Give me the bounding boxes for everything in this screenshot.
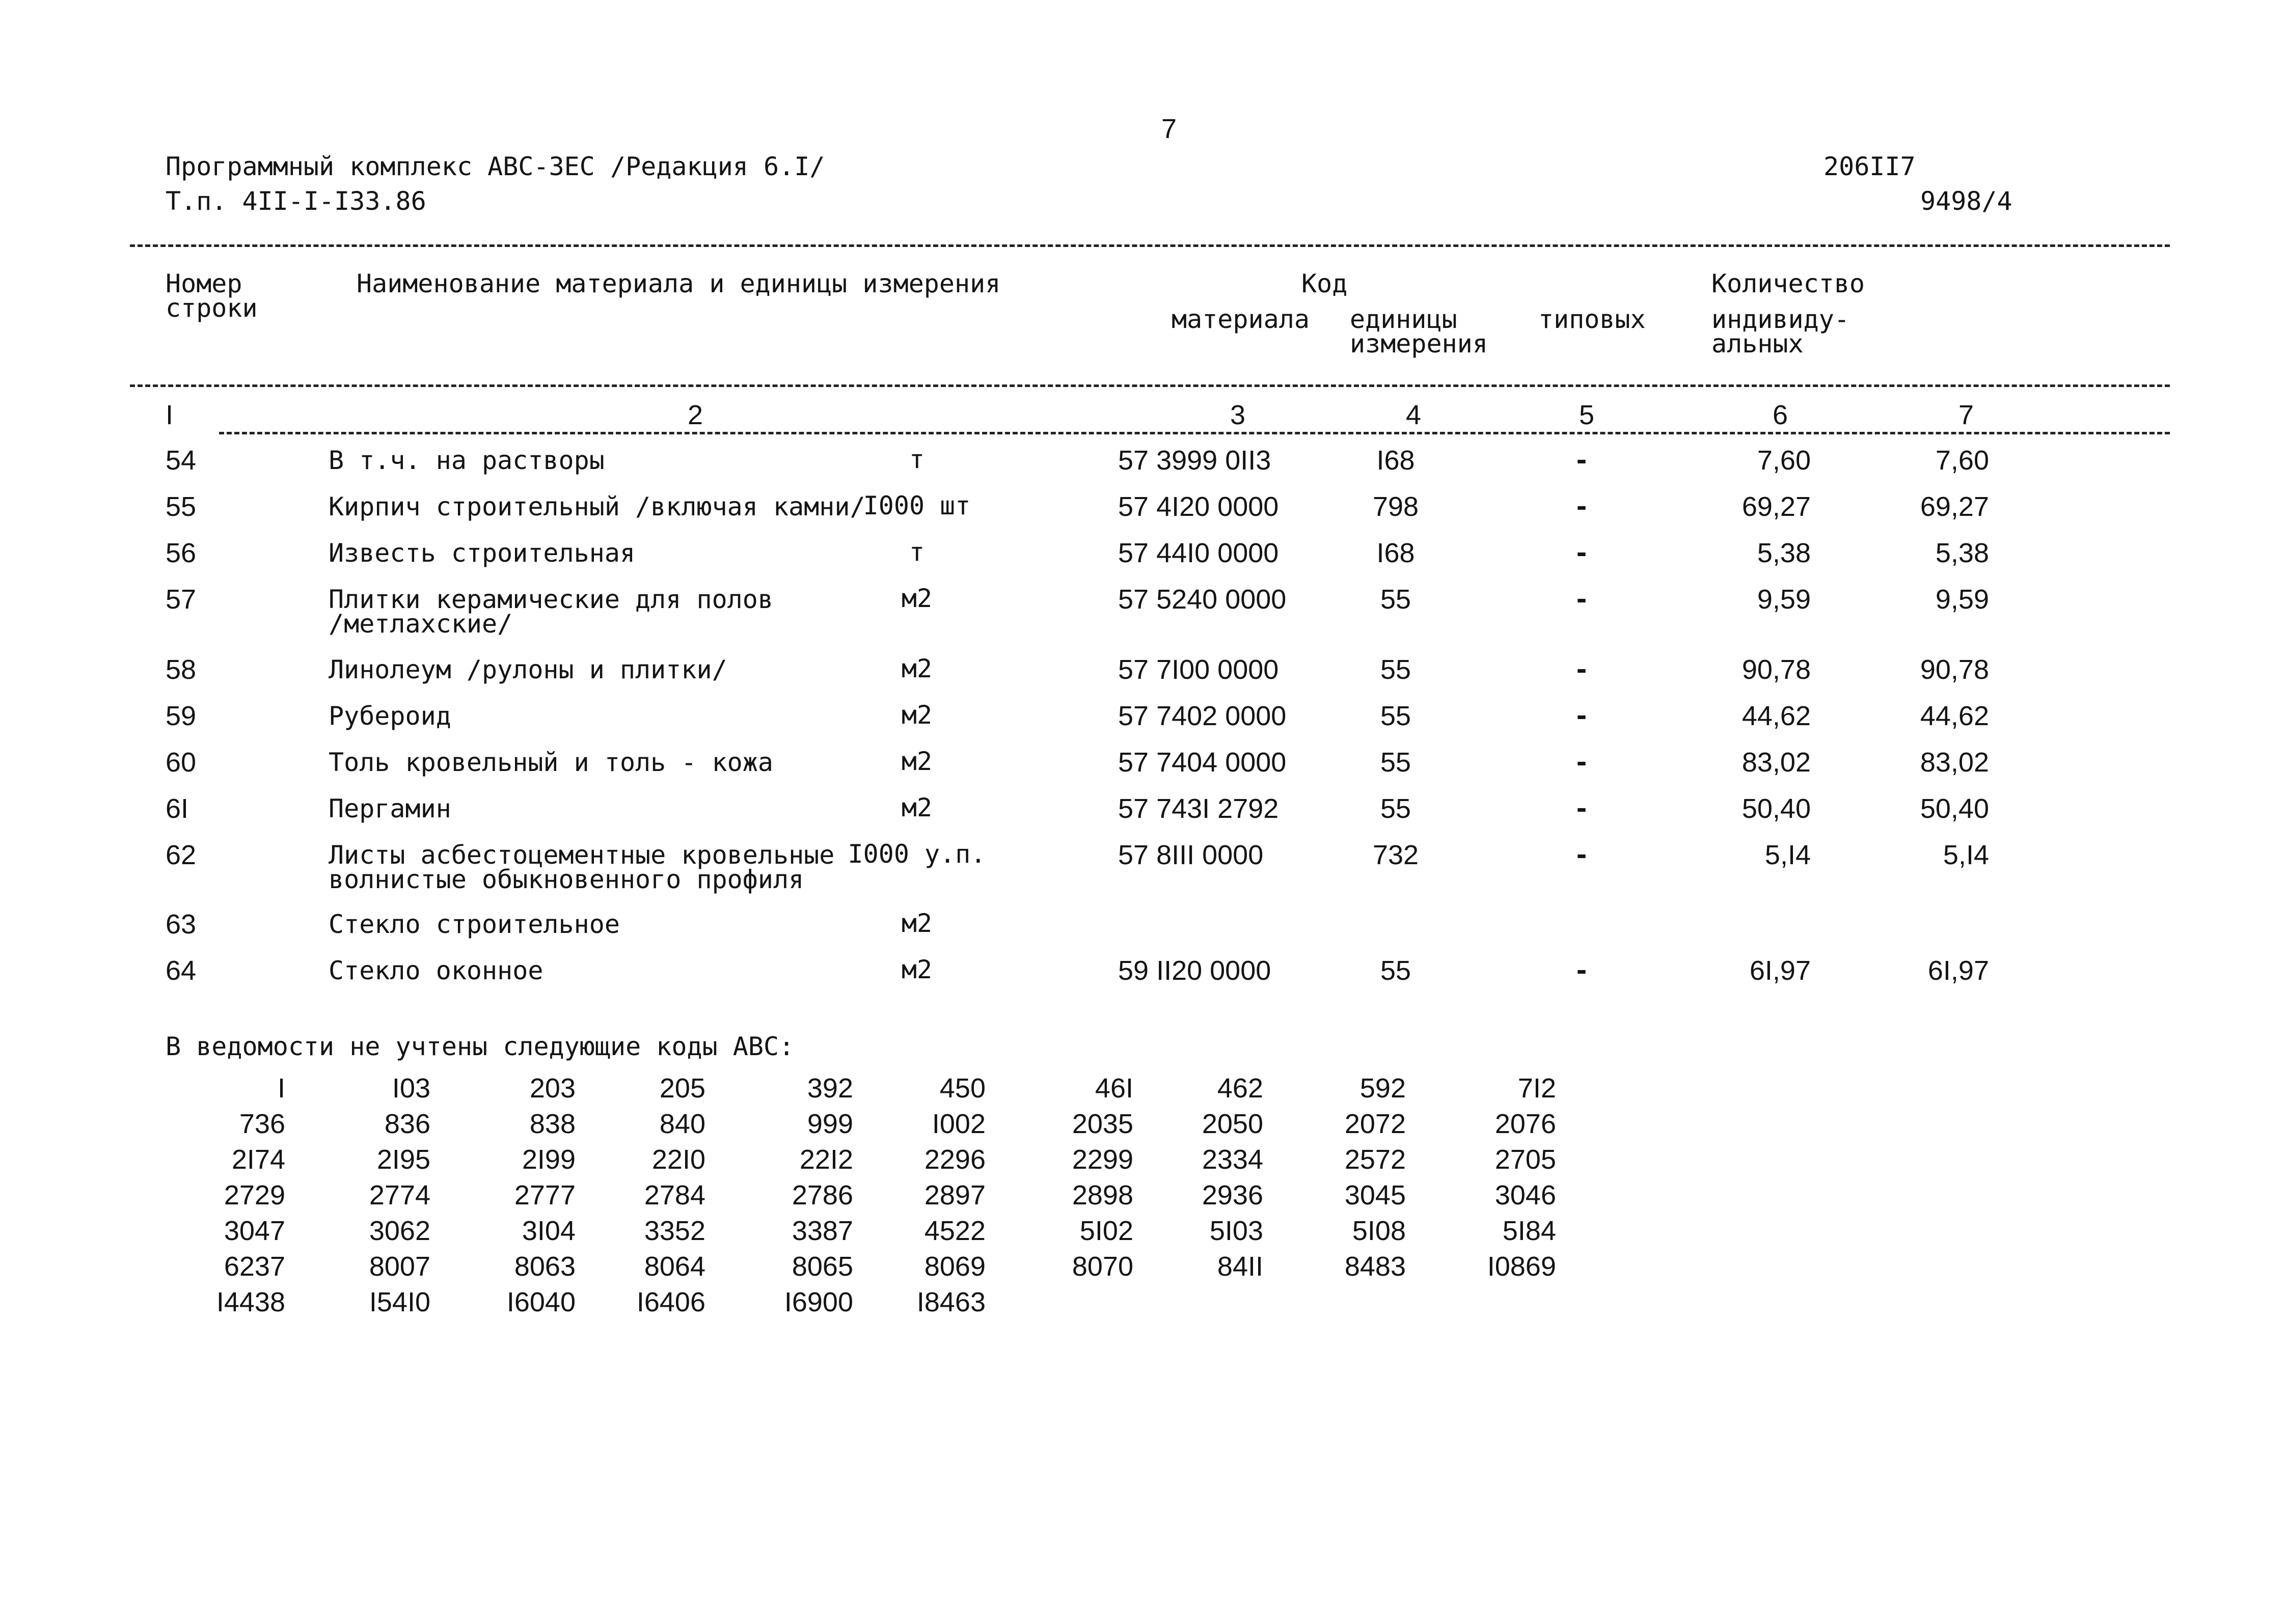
col-header-row-number-1: Номер	[166, 269, 242, 298]
cell-individual: 83,02	[1741, 747, 1811, 778]
code-cell: 2786	[792, 1180, 853, 1210]
cell-ucode: 55	[1380, 793, 1411, 824]
cell-num: 54	[166, 445, 197, 476]
cell-name: В т.ч. на растворы	[329, 446, 605, 475]
cell-individual: 90,78	[1741, 654, 1811, 685]
code-cell: 2I74	[231, 1144, 285, 1175]
cell-unit: м2	[901, 654, 933, 683]
code-cell: 205	[659, 1073, 705, 1104]
column-number-7: 7	[1958, 400, 1974, 430]
code-cell: 4522	[924, 1216, 986, 1246]
cell-unit: I000 у.п.	[848, 839, 986, 869]
code-cell: 3045	[1344, 1180, 1406, 1210]
column-number-4: 4	[1406, 400, 1422, 430]
project-code: Т.п. 4II-I-I33.86	[166, 186, 426, 216]
code-cell: 2729	[224, 1180, 285, 1210]
sheet-reference: 9498/4	[1920, 186, 2012, 216]
col-header-individual-2: альных	[1711, 329, 1804, 359]
code-cell: I8463	[916, 1287, 986, 1317]
cell-code: 57 8III 0000	[1118, 840, 1264, 870]
cell-name: Пергамин	[329, 794, 451, 823]
cell-typical: -	[1573, 701, 1590, 731]
col-header-row-number-2: строки	[166, 293, 258, 323]
cell-total: 5,I4	[1943, 840, 1989, 870]
cell-code: 57 3999 0II3	[1118, 445, 1271, 476]
cell-typical: -	[1573, 585, 1590, 614]
cell-unit: I000 шт	[863, 491, 971, 520]
code-cell: 2I95	[376, 1144, 430, 1175]
code-cell: I03	[392, 1073, 430, 1104]
code-cell: 46I	[1095, 1073, 1133, 1104]
code-cell: 2784	[644, 1180, 705, 1210]
code-cell: 5I02	[1079, 1216, 1133, 1246]
cell-total: 5,38	[1935, 538, 1989, 568]
code-cell: 840	[659, 1109, 705, 1139]
cell-ucode: I68	[1376, 538, 1415, 568]
code-cell: 3047	[224, 1216, 285, 1246]
cell-unit: м2	[901, 909, 933, 938]
cell-total: 83,02	[1920, 747, 1989, 778]
cell-ucode: 55	[1380, 955, 1411, 986]
cell-name: Стекло оконное	[329, 956, 543, 985]
code-cell: 8065	[792, 1251, 853, 1282]
cell-num: 6I	[166, 793, 189, 824]
cell-name: Известь строительная	[329, 538, 636, 568]
code-cell: 999	[807, 1109, 853, 1139]
code-cell: 2705	[1494, 1144, 1556, 1175]
cell-name: Плитки керамические для полов	[329, 585, 773, 614]
code-cell: I6040	[506, 1287, 576, 1317]
code-cell: 2774	[369, 1180, 430, 1210]
cell-individual: 69,27	[1741, 491, 1811, 522]
cell-name: Линолеум /рулоны и плитки/	[329, 655, 727, 684]
cell-name: Листы асбестоцементные кровельные	[329, 840, 835, 870]
cell-individual: 7,60	[1757, 445, 1811, 476]
cell-typical: -	[1573, 956, 1590, 985]
page-number: 7	[1161, 114, 1177, 144]
code-cell: 5I03	[1209, 1216, 1263, 1246]
code-cell: 3387	[792, 1216, 853, 1246]
unaccounted-codes-title: В ведомости не учтены следующие коды АВС:	[166, 1032, 795, 1061]
code-cell: 203	[529, 1073, 576, 1104]
col-header-code-group: Код	[1301, 269, 1348, 298]
col-header-quantity-group: Количество	[1711, 269, 1865, 298]
header-rule	[130, 244, 2170, 247]
program-title: Программный комплекс АВС-ЗЕС /Редакция 6.I/	[166, 152, 825, 181]
cell-typical: -	[1573, 748, 1590, 777]
cell-total: 6I,97	[1927, 955, 1989, 986]
cell-typical: -	[1573, 538, 1590, 568]
cell-name: /метлахские/	[329, 609, 513, 639]
column-number-6: 6	[1773, 400, 1788, 430]
code-cell: 8064	[644, 1251, 705, 1282]
cell-ucode: 55	[1380, 701, 1411, 731]
code-cell: 836	[384, 1109, 430, 1139]
cell-num: 59	[166, 701, 197, 731]
code-cell: 592	[1359, 1073, 1406, 1104]
col-header-typical: типовых	[1538, 305, 1646, 334]
cell-code: 59 II20 0000	[1118, 955, 1271, 986]
cell-individual: 9,59	[1757, 584, 1811, 615]
cell-num: 60	[166, 747, 197, 778]
cell-code: 57 743I 2792	[1118, 793, 1279, 824]
cell-total: 69,27	[1920, 491, 1989, 522]
cell-total: 7,60	[1935, 445, 1989, 476]
column-number-5: 5	[1579, 400, 1595, 430]
code-cell: 2898	[1072, 1180, 1133, 1210]
code-cell: 8070	[1072, 1251, 1133, 1282]
cell-unit: м2	[901, 747, 933, 776]
column-number-2: 2	[688, 400, 703, 430]
cell-ucode: 798	[1372, 491, 1419, 522]
cell-name: Толь кровельный и толь - кожа	[329, 748, 773, 777]
code-cell: I4438	[216, 1287, 285, 1317]
code-cell: I002	[932, 1109, 986, 1139]
cell-code: 57 7404 0000	[1118, 747, 1287, 778]
code-cell: 838	[529, 1109, 576, 1139]
code-cell: 392	[807, 1073, 853, 1104]
code-cell: 2334	[1202, 1144, 1263, 1175]
code-cell: 8483	[1344, 1251, 1406, 1282]
cell-unit: т	[909, 445, 925, 474]
code-cell: 2076	[1494, 1109, 1556, 1139]
document-number: 206II7	[1824, 152, 1916, 181]
cell-individual: 6I,97	[1749, 955, 1811, 986]
code-cell: 22I2	[799, 1144, 853, 1175]
code-cell: 5I08	[1352, 1216, 1406, 1246]
cell-unit: м2	[901, 955, 933, 984]
code-cell: 736	[239, 1109, 285, 1139]
cell-total: 90,78	[1920, 654, 1989, 685]
code-cell: 2050	[1202, 1109, 1263, 1139]
cell-total: 44,62	[1920, 701, 1989, 731]
code-cell: 2936	[1202, 1180, 1263, 1210]
cell-ucode: 55	[1380, 584, 1411, 615]
code-cell: 8069	[924, 1251, 986, 1282]
cell-unit: м2	[901, 584, 933, 613]
cell-typical: -	[1573, 446, 1590, 475]
code-cell: 2035	[1072, 1109, 1133, 1139]
code-cell: 6237	[224, 1251, 285, 1282]
code-cell: 3062	[369, 1216, 430, 1246]
cell-code: 57 44I0 0000	[1118, 538, 1279, 568]
cell-individual: 50,40	[1741, 793, 1811, 824]
cell-ucode: 55	[1380, 747, 1411, 778]
column-number-1: I	[166, 400, 174, 430]
code-cell: 450	[939, 1073, 986, 1104]
cell-typical: -	[1573, 840, 1590, 870]
cell-unit: м2	[901, 700, 933, 730]
cell-num: 56	[166, 538, 197, 568]
code-cell: 2072	[1344, 1109, 1406, 1139]
cell-typical: -	[1573, 655, 1590, 684]
cell-name: волнистые обыкновенного профиля	[329, 865, 804, 894]
cell-total: 9,59	[1935, 584, 1989, 615]
cell-name: Стекло строительное	[329, 910, 620, 939]
code-cell: 3I04	[522, 1216, 576, 1246]
cell-num: 58	[166, 654, 197, 685]
cell-num: 63	[166, 909, 197, 940]
col-header-name: Наименование материала и единицы измерения	[357, 269, 1001, 298]
col-header-unit-code-1: единицы	[1350, 305, 1457, 334]
code-cell: I0869	[1487, 1251, 1556, 1282]
code-cell: I	[277, 1073, 285, 1104]
col-header-unit-code-2: измерения	[1350, 329, 1488, 359]
cell-code: 57 5240 0000	[1118, 584, 1287, 615]
cell-individual: 44,62	[1741, 701, 1811, 731]
code-cell: 462	[1217, 1073, 1263, 1104]
cell-individual: 5,38	[1757, 538, 1811, 568]
code-cell: 3352	[644, 1216, 705, 1246]
col-header-material-code: материала	[1172, 305, 1310, 334]
cell-typical: -	[1573, 794, 1590, 823]
cell-individual: 5,I4	[1764, 840, 1811, 870]
cell-code: 57 7402 0000	[1118, 701, 1287, 731]
code-cell: I54I0	[369, 1287, 430, 1317]
code-cell: 8063	[514, 1251, 576, 1282]
code-cell: 7I2	[1517, 1073, 1556, 1104]
code-cell: I6406	[636, 1287, 705, 1317]
cell-name: Кирпич строительный /включая камни/	[329, 492, 865, 521]
cell-total: 50,40	[1920, 793, 1989, 824]
code-cell: 3046	[1494, 1180, 1556, 1210]
cell-ucode: 55	[1380, 654, 1411, 685]
column-header-rule	[130, 384, 2170, 387]
code-cell: I6900	[784, 1287, 853, 1317]
code-cell: 22I0	[651, 1144, 705, 1175]
code-cell: 2299	[1072, 1144, 1133, 1175]
code-cell: 8007	[369, 1251, 430, 1282]
code-cell: 2296	[924, 1144, 986, 1175]
code-cell: 5I84	[1502, 1216, 1556, 1246]
column-number-3: 3	[1230, 400, 1246, 430]
code-cell: 2897	[924, 1180, 986, 1210]
cell-unit: т	[909, 537, 925, 567]
code-cell: 2777	[514, 1180, 576, 1210]
cell-num: 57	[166, 584, 197, 615]
code-cell: 2572	[1344, 1144, 1406, 1175]
cell-ucode: 732	[1372, 840, 1419, 870]
code-cell: 2I99	[522, 1144, 576, 1175]
cell-ucode: I68	[1376, 445, 1415, 476]
column-number-rule	[219, 432, 2170, 434]
cell-code: 57 7I00 0000	[1118, 654, 1279, 685]
cell-num: 62	[166, 840, 197, 870]
cell-typical: -	[1573, 492, 1590, 521]
cell-num: 64	[166, 955, 197, 986]
cell-code: 57 4I20 0000	[1118, 491, 1279, 522]
col-header-individual-1: индивиду-	[1711, 305, 1849, 334]
cell-name: Рубероид	[329, 701, 451, 731]
cell-num: 55	[166, 491, 197, 522]
code-cell: 84II	[1217, 1251, 1263, 1282]
cell-unit: м2	[901, 793, 933, 822]
